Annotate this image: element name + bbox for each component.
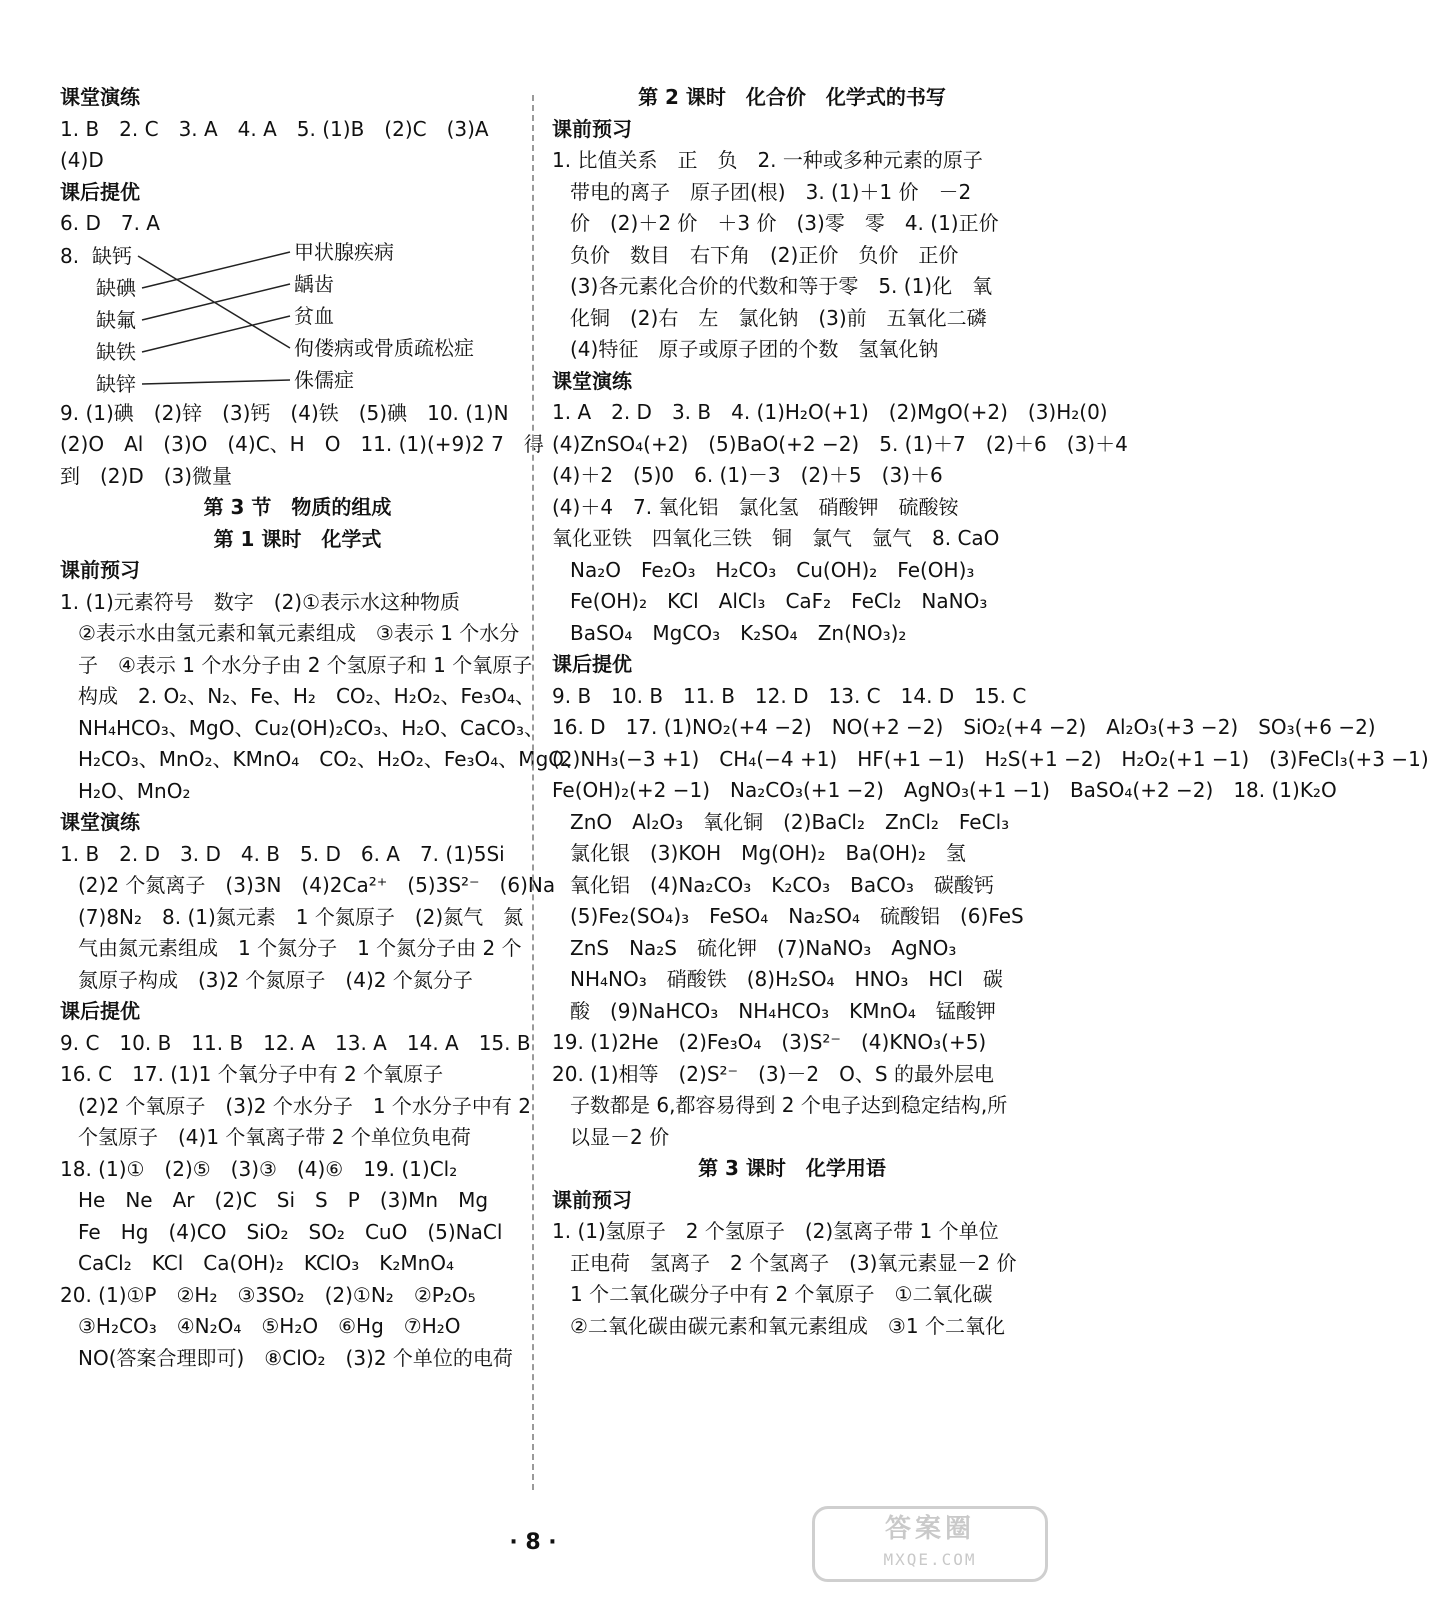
answer-line: 带电的离子 原子团(根) 3. (1)＋1 价 －2 [570, 179, 972, 204]
matching-number: 8. [60, 243, 80, 268]
answer-line: (4)＋2 (5)0 6. (1)－3 (2)＋5 (3)＋6 [552, 463, 943, 487]
lesson-title: 第 1 课时 化学式 [213, 526, 382, 551]
answer-line: 1. 比值关系 正 负 2. 一种或多种元素的原子 [552, 148, 983, 172]
answer-line: 个氢原子 (4)1 个氧离子带 2 个单位负电荷 [78, 1125, 471, 1149]
answer-line: ③H₂CO₃ ④N₂O₄ ⑤H₂O ⑥Hg ⑦H₂O [78, 1314, 461, 1338]
section-heading: 课堂演练 [552, 368, 632, 393]
match-right-4: 侏儒症 [294, 367, 354, 392]
answer-line: 酸 (9)NaHCO₃ NH₄HCO₃ KMnO₄ 锰酸钾 [570, 998, 996, 1023]
answer-line: 16. D 17. (1)NO₂(+4 −2) NO(+2 −2) SiO₂(+4 −2) Al₂O₃(+3 −2) SO₃(+6 −2) [552, 715, 1376, 739]
page-number: · 8 · [509, 1530, 557, 1555]
watermark-main: 答案圈 [884, 1514, 975, 1544]
watermark-site: MXQE.COM [883, 1550, 977, 1569]
answer-line: 以显－2 价 [570, 1124, 670, 1149]
answer-line: NH₄NO₃ 硝酸铁 (8)H₂SO₄ HNO₃ HCl 碳 [570, 967, 1003, 991]
answer-line: 到 (2)D (3)微量 [60, 463, 233, 488]
section-heading: 课前预习 [552, 1187, 632, 1212]
answer-line: (4)D [60, 148, 104, 172]
lesson-title: 第 3 课时 化学用语 [698, 1156, 886, 1180]
section-heading: 课堂演练 [60, 810, 140, 834]
answer-line: 1 个二氧化碳分子中有 2 个氧原子 ①二氧化碳 [570, 1282, 993, 1306]
answer-line: H₂CO₃、MnO₂、KMnO₄ CO₂、H₂O₂、Fe₃O₄、MgO、 [78, 747, 585, 771]
match-left-4: 缺锌 [96, 371, 136, 396]
answer-line: He Ne Ar (2)C Si S P (3)Mn Mg [78, 1188, 489, 1212]
section-heading: 课前预习 [60, 558, 140, 582]
answer-line: 1. B 2. D 3. D 4. B 5. D 6. A 7. (1)5Si [60, 841, 505, 866]
answer-line: 构成 2. O₂、N₂、Fe、H₂ CO₂、H₂O₂、Fe₃O₄、 [78, 684, 535, 708]
match-left-0: 缺钙 [92, 243, 132, 268]
answer-line: NO(答案合理即可) ⑧ClO₂ (3)2 个单位的电荷 [78, 1345, 513, 1370]
match-right-3: 佝偻病或骨质疏松症 [294, 335, 474, 360]
match-right-2: 贫血 [294, 303, 334, 328]
section-heading: 课后提优 [552, 652, 632, 676]
answer-line: (3)各元素化合价的代数和等于零 5. (1)化 氧 [570, 274, 993, 298]
answer-line: 20. (1)相等 (2)S²⁻ (3)－2 O、S 的最外层电 [552, 1061, 994, 1086]
answer-line: 子数都是 6,都容易得到 2 个电子达到稳定结构,所 [570, 1093, 1008, 1117]
match-left-2: 缺氟 [96, 307, 136, 332]
section-heading: 课后提优 [60, 999, 140, 1023]
watermark-logo [812, 1506, 1048, 1582]
answer-line: Fe(OH)₂(+2 −1) Na₂CO₃(+1 −2) AgNO₃(+1 −1) BaSO₄(+2 −2) 18. (1)K₂O [552, 778, 1337, 802]
column-divider [532, 95, 534, 1490]
answer-line: 正电荷 氢离子 2 个氢离子 (3)氧元素显－2 价 [570, 1250, 1017, 1275]
answer-line: (4)＋4 7. 氧化铝 氯化氢 硝酸钾 硫酸铵 [552, 494, 959, 519]
answer-line: 20. (1)①P ②H₂ ③3SO₂ (2)①N₂ ②P₂O₅ [60, 1282, 476, 1307]
answer-line: (4)ZnSO₄(+2) (5)BaO(+2 −2) 5. (1)＋7 (2)＋6 (3)＋4 [552, 431, 1128, 456]
match-line-zinc [142, 380, 290, 384]
answer-line: 6. D 7. A [60, 211, 160, 235]
lesson-title: 第 2 课时 化合价 化学式的书写 [638, 85, 946, 109]
answer-line: 氯化银 (3)KOH Mg(OH)₂ Ba(OH)₂ 氢 [570, 841, 966, 865]
match-right-1: 龋齿 [294, 271, 334, 296]
answer-line: 19. (1)2He (2)Fe₃O₄ (3)S²⁻ (4)KNO₃(+5) [552, 1030, 987, 1054]
right-column [552, 82, 1429, 1342]
answer-line: Na₂O Fe₂O₃ H₂CO₃ Cu(OH)₂ Fe(OH)₃ [570, 557, 975, 582]
answer-line: CaCl₂ KCl Ca(OH)₂ KClO₃ K₂MnO₄ [78, 1251, 455, 1275]
answer-line: 1. B 2. C 3. A 4. A 5. (1)B (2)C (3)A [60, 116, 489, 141]
answer-line: (2)NH₃(−3 +1) CH₄(−4 +1) HF(+1 −1) H₂S(+1 −2) H₂O₂(+1 −1) (3)FeCl₃(+3 −1) [552, 746, 1429, 771]
answer-line: 化铜 (2)右 左 氯化钠 (3)前 五氧化二磷 [570, 305, 987, 330]
answer-line: 9. B 10. B 11. B 12. D 13. C 14. D 15. C [552, 683, 1027, 708]
left-after-matching [60, 398, 585, 1375]
answer-line: (2)O Al (3)O (4)C、H O 11. (1)(+9)2 7 得 [60, 432, 544, 456]
match-right-0: 甲状腺疾病 [294, 239, 394, 264]
answer-line: (2)2 个氮离子 (3)3N (4)2Ca²⁺ (5)3S²⁻ (6)Na [78, 873, 556, 897]
answer-line: 氮原子构成 (3)2 个氮原子 (4)2 个氮分子 [78, 967, 473, 992]
answer-line: 16. C 17. (1)1 个氧分子中有 2 个氧原子 [60, 1062, 444, 1086]
answer-line: 子 ④表示 1 个水分子由 2 个氢原子和 1 个氧原子 [78, 652, 533, 677]
answer-line: Fe(OH)₂ KCl AlCl₃ CaF₂ FeCl₂ NaNO₃ [570, 589, 988, 613]
section-heading: 课前预习 [552, 116, 632, 141]
left-column [60, 82, 585, 1374]
matching-lines [60, 240, 535, 398]
right-lines [552, 82, 1429, 1342]
answer-line: 气由氮元素组成 1 个氮分子 1 个氮分子由 2 个 [78, 936, 522, 960]
deficiency-matching [60, 240, 535, 398]
section-heading: 课后提优 [60, 179, 140, 204]
answer-line: (2)2 个氧原子 (3)2 个水分子 1 个水分子中有 2 [78, 1093, 531, 1118]
answer-line: 9. (1)碘 (2)锌 (3)钙 (4)铁 (5)碘 10. (1)N [60, 400, 509, 425]
answer-line: H₂O、MnO₂ [78, 778, 191, 803]
answer-line: (4)特征 原子或原子团的个数 氢氧化钠 [570, 337, 939, 361]
match-left-1: 缺碘 [96, 275, 136, 300]
answer-line: 18. (1)① (2)⑤ (3)③ (4)⑥ 19. (1)Cl₂ [60, 1156, 458, 1181]
section-heading: 课堂演练 [60, 85, 140, 109]
match-line-iodine [142, 252, 290, 288]
answer-line: BaSO₄ MgCO₃ K₂SO₄ Zn(NO₃)₂ [570, 620, 907, 645]
answer-line: NH₄HCO₃、MgO、Cu₂(OH)₂CO₃、H₂O、CaCO₃、 [78, 715, 545, 740]
answer-line: 氧化亚铁 四氧化三铁 铜 氯气 氩气 8. CaO [552, 526, 1000, 550]
answer-line: Fe Hg (4)CO SiO₂ SO₂ CuO (5)NaCl [78, 1219, 503, 1244]
answer-line: (5)Fe₂(SO₄)₃ FeSO₄ Na₂SO₄ 硫酸铝 (6)FeS [570, 904, 1024, 928]
answer-line: 1. (1)元素符号 数字 (2)①表示水这种物质 [60, 589, 461, 614]
answer-line: ZnO Al₂O₃ 氧化铜 (2)BaCl₂ ZnCl₂ FeCl₃ [570, 809, 1010, 834]
answer-line: 1. A 2. D 3. B 4. (1)H₂O(+1) (2)MgO(+2) (3)H₂(0) [552, 400, 1108, 424]
answer-line: ②表示水由氢元素和氧元素组成 ③表示 1 个水分 [78, 621, 520, 645]
match-left-3: 缺铁 [96, 339, 136, 364]
answer-line: 氧化铝 (4)Na₂CO₃ K₂CO₃ BaCO₃ 碳酸钙 [570, 872, 994, 897]
answer-line: ZnS Na₂S 硫化钾 (7)NaNO₃ AgNO₃ [570, 935, 957, 960]
answer-line: ②二氧化碳由碳元素和氧元素组成 ③1 个二氧化 [570, 1313, 1005, 1338]
answer-line: 9. C 10. B 11. B 12. A 13. A 14. A 15. B [60, 1030, 531, 1055]
answer-line: 价 (2)＋2 价 ＋3 价 (3)零 零 4. (1)正价 [570, 211, 999, 235]
answer-line: 负价 数目 右下角 (2)正价 负价 正价 [570, 242, 959, 267]
match-line-fluorine [142, 284, 290, 320]
lesson-title: 第 3 节 物质的组成 [203, 495, 392, 519]
answer-line: (7)8N₂ 8. (1)氮元素 1 个氮原子 (2)氮气 氮 [78, 904, 524, 929]
answer-line: 1. (1)氢原子 2 个氢原子 (2)氢离子带 1 个单位 [552, 1219, 999, 1243]
left-before-matching [60, 82, 535, 240]
